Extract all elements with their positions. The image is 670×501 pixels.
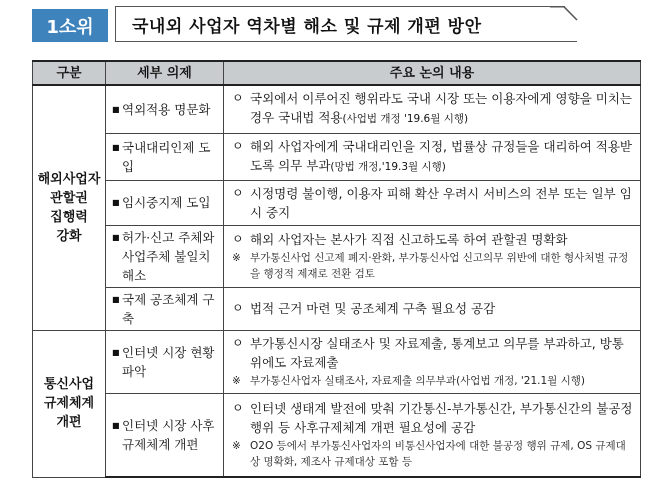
category-label-line: 규제체계 <box>43 396 95 411</box>
rank-badge: 1소위 <box>32 9 108 42</box>
content-note-inline: (사업법 개정 '19.6월 시행) <box>342 113 469 126</box>
category-cell <box>33 330 106 477</box>
table-row <box>33 180 641 225</box>
table-header-row <box>33 61 641 85</box>
agenda-table <box>32 60 641 478</box>
content-cell <box>224 393 641 477</box>
agenda-cell <box>106 393 224 477</box>
content-cell <box>224 287 641 330</box>
page-title-text: 국내외 사업자 역차별 해소 및 규제 개편 방안 <box>132 16 482 37</box>
category-label-line: 통신사업 <box>43 377 95 392</box>
circle-bullet-icon: ㅇ <box>232 336 244 350</box>
category-label-line: 해외사업자 <box>37 171 101 187</box>
agenda-label: 인터넷 시장 사후 규제체계 개편 <box>122 417 215 452</box>
reference-mark-icon: ※ <box>232 252 241 264</box>
table-row <box>33 225 641 287</box>
header-agenda: 세부 의제 <box>106 61 224 85</box>
header-content: 주요 논의 내용 <box>224 61 641 85</box>
table-row <box>33 287 641 330</box>
content-cell <box>224 180 641 225</box>
content-cell <box>224 225 641 287</box>
content-text: 시정명령 불이행, 이용자 피해 확산 우려시 서비스의 전부 또는 일부 임시 중지 <box>250 185 632 220</box>
category-label-line: 개편 <box>56 415 82 430</box>
table-row <box>33 133 641 180</box>
square-bullet-icon: ■ <box>112 142 120 152</box>
square-bullet-icon: ■ <box>112 347 120 357</box>
circle-bullet-icon: ㅇ <box>232 138 244 153</box>
category-label-line: 강화 <box>56 228 82 244</box>
content-footnote: 부가통신사업 신고제 폐지·완화, 부가통신사업 신고의무 위반에 대한 형사처벌 규정을 행정적 제재로 전환 검토 <box>250 252 629 280</box>
agenda-cell <box>106 225 224 287</box>
agenda-cell <box>106 85 224 133</box>
agenda-label: 인터넷 시장 현황 파악 <box>122 344 215 379</box>
content-cell <box>224 85 641 133</box>
category-label-line: 집행력 <box>50 209 88 225</box>
title-underline <box>115 41 577 42</box>
square-bullet-icon: ■ <box>112 198 120 207</box>
content-note-inline: (망법 개정,'19.3월 시행) <box>330 160 446 173</box>
content-text: 해외 사업자는 본사가 직접 신고하도록 하여 관할권 명확화 <box>250 232 568 247</box>
agenda-label: 허가·신고 주체와 사업주체 불일치 해소 <box>122 229 215 283</box>
circle-bullet-icon: ㅇ <box>232 301 244 315</box>
agenda-cell <box>106 133 224 180</box>
agenda-cell <box>106 180 224 225</box>
agenda-label: 역외적용 명문화 <box>122 101 211 117</box>
content-text: 국외에서 이루어진 행위라도 국내 시장 또는 이용자에게 영향을 미치는 경우 국내법 적용 <box>250 91 632 126</box>
content-footnote: 부가통신사업자 실태조사, 자료제출 의무부과(사업법 개정, '21.1월 시행) <box>250 375 586 387</box>
circle-bullet-icon: ㅇ <box>232 91 244 106</box>
category-label-line: 관할권 <box>50 190 88 206</box>
table-row <box>33 330 641 393</box>
agenda-cell <box>106 330 224 393</box>
page-title <box>115 6 565 42</box>
content-text: 인터넷 생태계 발전에 맞춰 기간통신-부가통신간, 부가통신간의 불공정행위 등 사후규제체계 개편 필요성에 공감 <box>250 401 633 436</box>
square-bullet-icon: ■ <box>112 294 120 304</box>
circle-bullet-icon: ㅇ <box>232 185 244 200</box>
content-footnote: O2O 등에서 부가통신사업자의 비통신사업자에 대한 불공정 행위 규제, OS 규제대상 명확화, 제조사 규제대상 포함 등 <box>250 440 626 469</box>
agenda-cell <box>106 287 224 330</box>
agenda-label: 국내대리인제 도입 <box>122 139 211 174</box>
content-cell <box>224 330 641 393</box>
content-text: 해외 사업자에게 국내대리인을 지정, 법률상 규정들을 대리하여 적용받도록 의무 부과 <box>250 138 632 173</box>
circle-bullet-icon: ㅇ <box>232 232 244 246</box>
table-row <box>33 393 641 477</box>
agenda-label: 국제 공조체계 구축 <box>122 291 215 326</box>
square-bullet-icon: ■ <box>112 232 120 242</box>
reference-mark-icon: ※ <box>232 375 241 387</box>
content-text: 법적 근거 마련 및 공조체계 구축 필요성 공감 <box>250 301 496 316</box>
square-bullet-icon: ■ <box>112 104 120 114</box>
agenda-label: 임시중지제 도입 <box>122 195 211 210</box>
content-cell <box>224 133 641 180</box>
reference-mark-icon: ※ <box>232 440 241 453</box>
category-cell <box>33 85 106 330</box>
table-row <box>33 85 641 133</box>
square-bullet-icon: ■ <box>112 420 120 430</box>
header-category: 구분 <box>33 61 106 85</box>
content-text: 부가통신시장 실태조사 및 자료제출, 통계보고 의무를 부과하고, 방통위에도 자료제출 <box>250 336 624 370</box>
circle-bullet-icon: ㅇ <box>232 401 244 416</box>
title-box-corner <box>550 6 580 46</box>
